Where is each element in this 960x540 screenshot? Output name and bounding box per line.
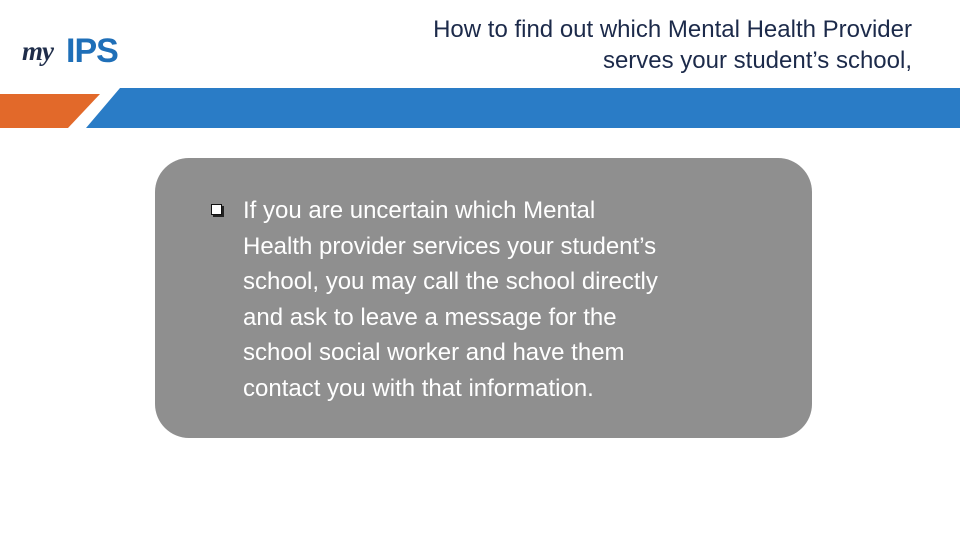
square-bullet-icon xyxy=(211,204,222,215)
logo-prefix: my xyxy=(22,36,53,66)
slide-title-line-2: serves your student’s school, xyxy=(602,47,912,74)
bullet-text-line: contact you with that information. xyxy=(243,374,594,402)
bullet-text-line: school social worker and have them xyxy=(243,339,625,366)
bullet-text-line: school, you may call the school directly xyxy=(243,268,658,295)
slide-title-line-1: How to find out which Mental Health Provider xyxy=(433,16,912,43)
logo-name: IPS xyxy=(66,32,118,70)
bullet-text-line: and ask to leave a message for the xyxy=(243,303,617,331)
bullet-text-line: Health provider services your student’s xyxy=(243,232,657,260)
orange-accent-stripe xyxy=(0,94,100,128)
bullet-text xyxy=(243,193,763,406)
blue-accent-stripe xyxy=(86,88,960,128)
content-box xyxy=(155,158,812,438)
bullet-text-line: If you are uncertain which Mental xyxy=(243,197,596,224)
